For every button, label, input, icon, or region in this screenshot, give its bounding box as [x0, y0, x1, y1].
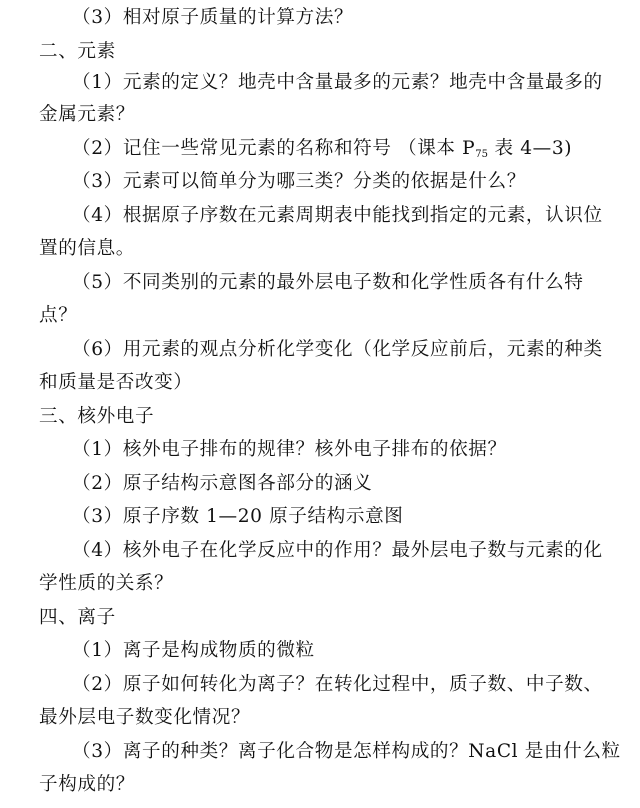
text-line: （3）离子的种类？离子化合物是怎样构成的？NaCl 是由什么粒 [72, 741, 621, 762]
text-line: （1）离子是构成物质的微粒 [72, 640, 315, 661]
text-line: 金属元素？ [39, 104, 135, 125]
text-line: 置的信息。 [39, 238, 135, 259]
text-span: （2）记住一些常见元素的名称和符号 （课本 P [72, 138, 476, 159]
text-line: （3）相对原子质量的计算方法？ [72, 7, 354, 28]
text-line: （5）不同类别的元素的最外层电子数和化学性质各有什么特 [72, 272, 584, 293]
section-heading-elements: 二、元素 [39, 41, 116, 62]
text-line: （3）元素可以简单分为哪三类？分类的依据是什么？ [72, 171, 526, 192]
text-line: （2）原子如何转化为离子？在转化过程中，质子数、中子数、 [72, 674, 603, 695]
text-line: 和质量是否改变） [39, 372, 193, 393]
page-subscript: 75 [475, 149, 488, 160]
text-line: 最外层电子数变化情况？ [39, 707, 251, 728]
section-heading-ions: 四、离子 [39, 607, 116, 628]
text-line: 子构成的？ [39, 774, 135, 795]
text-span: 表 4—3) [487, 138, 573, 159]
section-heading-electrons: 三、核外电子 [39, 406, 155, 427]
text-line-with-subscript [72, 136, 572, 168]
text-line: （1）核外电子排布的规律？核外电子排布的依据？ [72, 439, 507, 460]
text-line: 点？ [39, 305, 78, 326]
text-line: （4）核外电子在化学反应中的作用？最外层电子数与元素的化 [72, 540, 603, 561]
text-line: （6）用元素的观点分析化学变化（化学反应前后，元素的种类 [72, 339, 603, 360]
text-line: （1）元素的定义？地壳中含量最多的元素？地壳中含量最多的 [72, 72, 603, 93]
text-line: 学性质的关系？ [39, 573, 174, 594]
text-line: （4）根据原子序数在元素周期表中能找到指定的元素，认识位 [72, 205, 603, 226]
text-line: （3）原子序数 1—20 原子结构示意图 [72, 506, 404, 527]
text-line: （2）原子结构示意图各部分的涵义 [72, 473, 373, 494]
